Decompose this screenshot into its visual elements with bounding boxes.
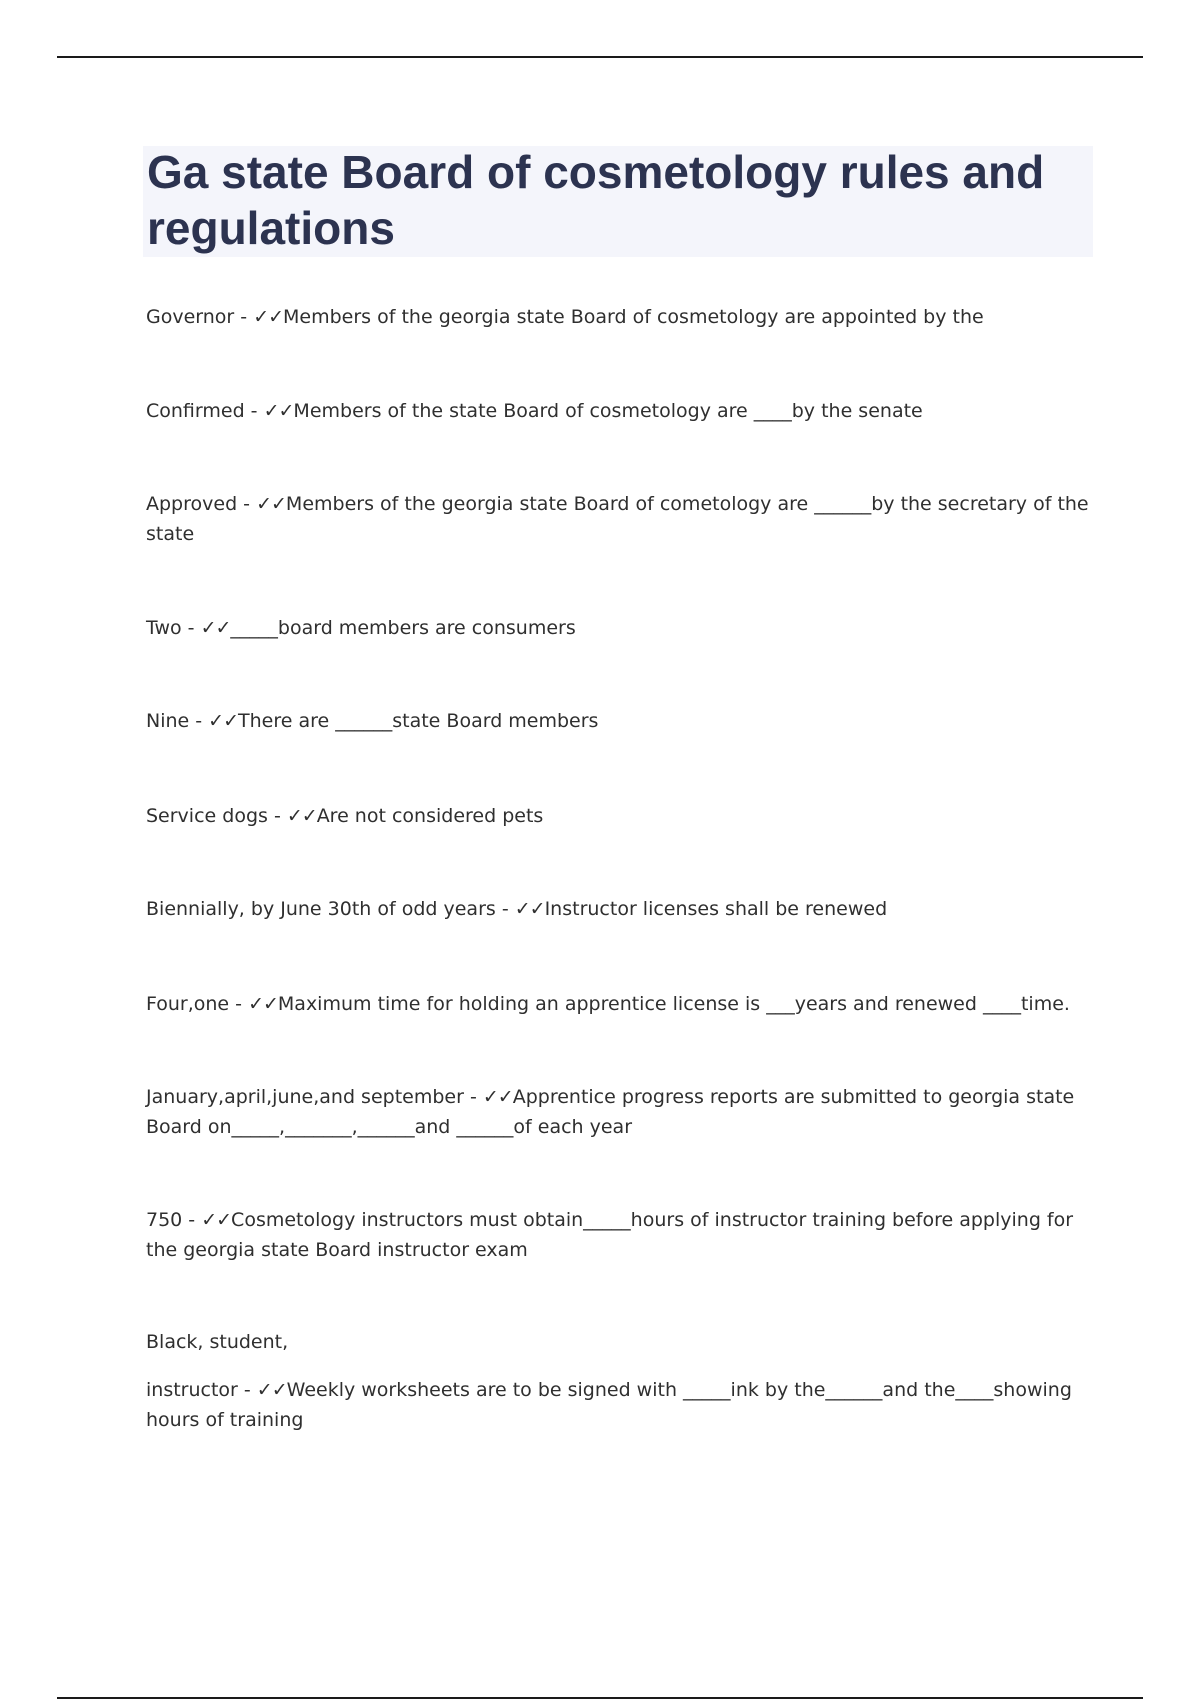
double-check-icon: ✓✓: [256, 1379, 287, 1401]
qa-separator: -: [237, 1379, 257, 1401]
qa-definition: Weekly worksheets are to be signed with _____ink by the______and the____showing hours of training: [146, 1379, 1072, 1431]
qa-separator: -: [234, 306, 254, 328]
bottom-rule: [57, 1697, 1143, 1699]
qa-separator: -: [244, 400, 264, 422]
double-check-icon: ✓✓: [514, 898, 545, 920]
double-check-icon: ✓✓: [256, 493, 286, 515]
qa-definition: Apprentice progress reports are submitted to georgia state Board on_____,_______,______and ______of each year: [146, 1086, 1075, 1138]
qa-term: Nine: [146, 710, 190, 732]
double-check-icon: ✓✓: [263, 400, 294, 422]
qa-term: Confirmed: [146, 400, 245, 422]
qa-definition: _____board members are consumers: [230, 617, 576, 639]
qa-separator: -: [267, 805, 287, 827]
qa-item: [146, 894, 1096, 924]
qa-term: instructor: [146, 1379, 238, 1401]
qa-term: Two: [146, 617, 182, 639]
qa-item: [146, 801, 1096, 831]
qa-separator: -: [181, 617, 201, 639]
qa-item: [146, 396, 1096, 426]
qa-term: Biennially, by June 30th of odd years: [146, 898, 496, 920]
double-check-icon: ✓✓: [482, 1086, 513, 1108]
top-rule: [57, 56, 1143, 58]
double-check-icon: ✓✓: [248, 993, 278, 1015]
page-title: Ga state Board of cosmetology rules and regulations: [147, 146, 1045, 254]
qa-separator: -: [229, 993, 249, 1015]
qa-term: Governor: [146, 306, 235, 328]
qa-term: Approved: [146, 493, 238, 515]
qa-item: [146, 989, 1096, 1019]
qa-definition: Members of the georgia state Board of cosmetology are appointed by the: [283, 306, 984, 328]
qa-term-prefix: Black, student,: [146, 1331, 289, 1353]
qa-item: [146, 1082, 1096, 1142]
qa-item: [146, 489, 1096, 549]
qa-separator: -: [463, 1086, 483, 1108]
double-check-icon: ✓✓: [208, 710, 239, 732]
double-check-icon: ✓✓: [286, 805, 317, 827]
qa-item: [146, 706, 1096, 736]
qa-term: January,april,june,and september: [146, 1086, 464, 1108]
qa-definition: There are ______state Board members: [238, 710, 599, 732]
qa-definition: Members of the georgia state Board of cometology are ______by the secretary of the state: [146, 493, 1089, 545]
qa-definition: Are not considered pets: [316, 805, 544, 827]
qa-definition: Instructor licenses shall be renewed: [544, 898, 888, 920]
qa-separator: -: [182, 1209, 202, 1231]
qa-separator: -: [189, 710, 209, 732]
qa-item: [146, 302, 1096, 332]
qa-definition: Cosmetology instructors must obtain_____hours of instructor training before applying for the georgia state Board instructor exam: [146, 1209, 1074, 1261]
qa-term: Four,one: [146, 993, 230, 1015]
qa-separator: -: [237, 493, 257, 515]
qa-definition: Members of the state Board of cosmetology are ____by the senate: [293, 400, 923, 422]
qa-item: [146, 613, 1096, 643]
qa-item: [146, 1205, 1096, 1265]
double-check-icon: ✓✓: [201, 1209, 232, 1231]
qa-term: Service dogs: [146, 805, 268, 827]
double-check-icon: ✓✓: [200, 617, 231, 639]
qa-item: [146, 1375, 1096, 1435]
qa-separator: -: [495, 898, 515, 920]
qa-term: 750: [146, 1209, 183, 1231]
double-check-icon: ✓✓: [253, 306, 284, 328]
qa-definition: Maximum time for holding an apprentice license is ___years and renewed ____time.: [277, 993, 1070, 1015]
